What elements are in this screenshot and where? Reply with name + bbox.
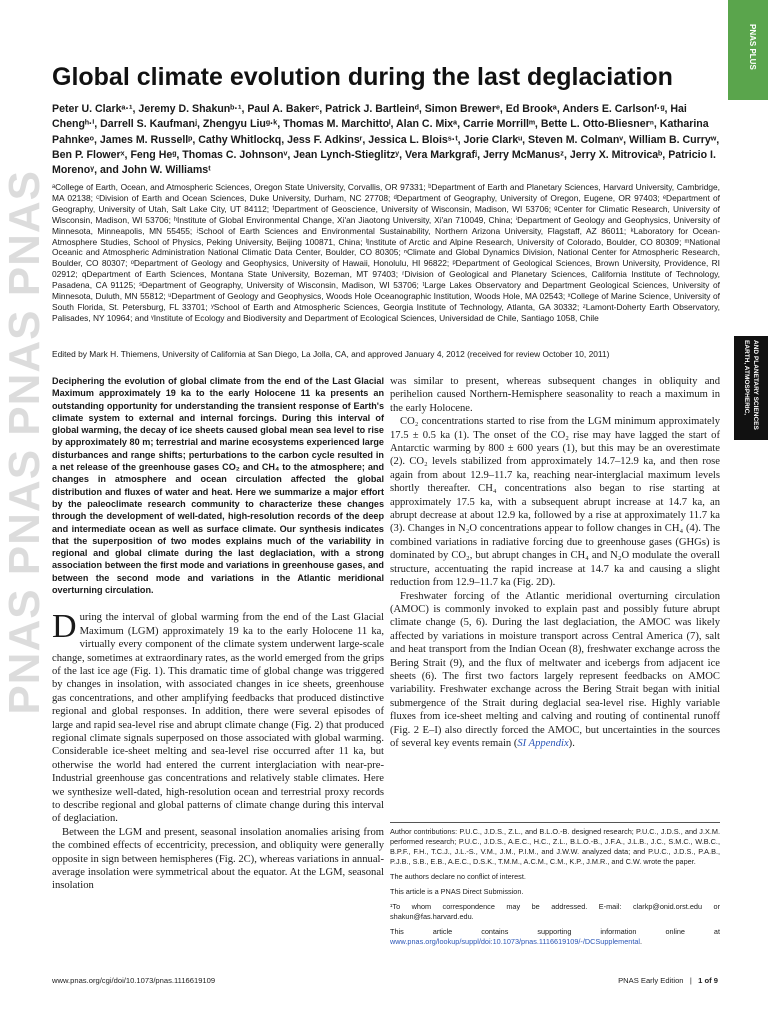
footer-page-number: 1 of 9: [698, 976, 718, 985]
right-column: [390, 375, 720, 750]
footer-page-info: PNAS Early Edition | 1 of 9: [618, 976, 718, 985]
left-column: [52, 375, 384, 893]
intro-body: [52, 608, 384, 893]
supporting-info-link[interactable]: www.pnas.org/lookup/suppl/doi:10.1073/pnas.1116619109/-/DCSupplemental: [390, 937, 641, 946]
section-tab: [734, 336, 768, 440]
pnas-plus-label: PNAS PLUS: [748, 24, 757, 70]
intro-paragraph-1: During the interval of global warming from the end of the Last Glacial Maximum (LGM) approximately 19 ka to the early Holocene 11 ka, virtually every component of the climate system underwent large-scale change, sometimes at extraordinary rates, as the world emerged from the grips of the last ice age (Fig. 1). This dramatic time of global change was triggered by changes in insolation, with associated changes in ice sheets, greenhouse gas concentrations, and other amplifying feedbacks that produced distinctive regional and global responses. In addition, there were several episodes of large and rapid sea-level rise and abrupt climate change (Fig. 2) that produced regional climate signals superposed on those associated with global warming. Considerable ice-sheet melting and sea-level rise occurred after 11 ka, but otherwise the world had entered the current interglaciation with near-pre-Industrial greenhouse gas concentrations and relatively stable climates. Here we synthesize well-dated, high-resolution ocean and terrestrial proxy records to describe regional and global patterns of climate change during this interval of deglaciation.: [52, 608, 384, 825]
article-title: Global climate evolution during the last deglaciation: [52, 63, 673, 91]
correspondence: ¹To whom correspondence may be addressed. E-mail: clarkp@onid.orst.edu or shakun@fas.harvard.edu.: [390, 902, 720, 921]
section-tab-line2: AND PLANETARY SCIENCES: [752, 340, 759, 430]
body-paragraph-3: Freshwater forcing of the Atlantic meridional overturning circulation (AMOC) is commonly invoked to explain past and possibly future abrupt climate change (5, 6). During the last deglaciation, the AMOC was likely affected by variations in moisture transport across Central America (7), salt and heat transport from the Indian Ocean (8), freshwater exchange across the Bering Strait (9), and the flux of meltwater and icebergs from adjacent ice sheets (6). The first two factors largely represent feedbacks on AMOC variability. Freshwater exchange across the Bering Strait began with initial submergence of the Strait during deglacial sea-level rise. Highly variable fluxes from ice-sheet melting and calving and routing of continental runoff (Fig. 2 E–I) also directly forced the AMOC, but uncertainties in the sources of several key events remain (SI Appendix).: [390, 590, 720, 749]
edited-by: Edited by Mark H. Thiemens, University of California at San Diego, La Jolla, CA, and approved January 4, 2012 (received for review October 10, 2011): [52, 349, 610, 359]
body-paragraph-1: was similar to present, whereas subsequent changes in obliquity and perihelion caused Northern-Hemisphere seasonality to reach a maximum in the early Holocene.: [390, 376, 720, 414]
intro-paragraph-2: Between the LGM and present, seasonal insolation anomalies arising from the combined effects of eccentricity, precession, and obliquity were generally opposite in sign between hemispheres (Fig. 2C), whereas variations in annual-average insolation were symmetrical about the equator. At the LGM, seasonal insolation: [52, 826, 384, 892]
footer-doi[interactable]: www.pnas.org/cgi/doi/10.1073/pnas.1116619109: [52, 976, 216, 985]
conflict-statement: The authors declare no conflict of interest.: [390, 872, 526, 881]
section-tab-line1: EARTH, ATMOSPHERIC,: [743, 340, 750, 416]
author-contributions: Author contributions: P.U.C., J.D.S., Z.L., and B.L.O.-B. designed research; P.U.C., J.D.S., and J.X.M. performed research; P.U.C., J.D.S., A.E.C., H.C., Z.L., B.L.O.-B., J.F.A., J.L.B., J.C., S.M.C., W.B.C., B.P.F., F.H., T.C.J., J.L.-S., V.M., J.M., P.I.M., and J.W.W. analyzed data; and P.U.C., J.D.S., P.A.B., P.J.B., S.B., E.B., A.E.C., D.S.K., T.M.M., A.C.M., C.M., K.P., J.M.R., and C.W. wrote the paper.: [390, 827, 720, 866]
author-list: Peter U. Clarkᵃ·¹, Jeremy D. Shakunᵇ·¹, Paul A. Bakerᶜ, Patrick J. Bartleinᵈ, Simon Brewerᵉ, Ed Brookᵃ, Anders E. Carlsonᶠ·ᵍ, Hai Chengʰ·ⁱ, Darrell S. Kaufmanʲ, Zhengyu Liuᵍ·ᵏ, Thomas M. Marchittoˡ, Alan C. Mixᵃ, Carrie Morrillᵐ, Bette L. Otto-Bliesnerⁿ, Katharina Pahnkeᵒ, James M. Russellᵖ, Cathy Whitlockq, Jess F. Adkinsʳ, Jessica L. Bloisˢ·ᵗ, Jorie Clarkᵘ, Steven M. Colmanᵛ, William B. Curryʷ, Ben P. Flowerˣ, Feng Heᵍ, Thomas C. Johnsonᵛ, Jean Lynch-Stieglitzʸ, Vera Markgrafʲ, Jerry McManusᶻ, Jerry X. Mitrovicaᵇ, Patricio I. Morenoᵞ, and John W. Williamsᵗ: [52, 103, 720, 177]
direct-submission: This article is a PNAS Direct Submission.: [390, 887, 524, 896]
article-notes: [390, 822, 720, 952]
pnas-plus-tab: [728, 0, 768, 100]
abstract: Deciphering the evolution of global climate from the end of the Last Glacial Maximum approximately 19 ka to the early Holocene 11 ka presents an outstanding opportunity for understanding the transient response of Earth's climate system to external and internal forcings. During this interval of global warming, the decay of ice sheets caused global mean sea level to rise by approximately 80 m; terrestrial and marine ecosystems experienced large disturbances and range shifts; perturbations to the carbon cycle resulted in a net release of the greenhouse gases CO₂ and CH₄ to the atmosphere; and changes in atmosphere and ocean circulation affected the global distribution and fluxes of water and heat. Here we summarize a major effort by the paleoclimate research community to characterize these changes through the development of well-dated, high-resolution records of the deep and intermediate ocean as well as surface climate. Our synthesis indicates that the superposition of two modes explains much of the variability in regional and global climate during the last deglaciation, with a strong association between the first mode and variations in greenhouse gases, and between the second mode and variations in the Atlantic meridional overturning circulation.: [52, 376, 384, 596]
footer-edition: PNAS Early Edition: [618, 976, 684, 985]
supporting-info: This article contains supporting information online at www.pnas.org/lookup/suppl/doi:10.1073/pnas.1116619109/-/DCSupplemental.: [390, 927, 720, 946]
body-paragraph-2: CO₂ concentrations started to rise from the LGM minimum approximately 17.5 ± 0.5 ka (1). The onset of the CO₂ rise may have lagged the start of Antarctic warming by 800 ± 600 years (1), but this may be an overestimate (2). CO₂ levels stabilized from approximately 14.7–12.9 ka, and then rose again from about 12.9–11.7 ka, reaching near-interglacial maximum levels shortly thereafter. CH₄ concentrations also began to rise starting at approximately 17.5 ka, with a subsequent abrupt increase at 14.7 ka, an abrupt decrease at about 12.9 ka, followed by a rise at approximately 11.7 ka (3). Changes in N₂O concentrations appear to follow changes in CH₄ (4). The combined variations in radiative forcing due to greenhouse gases (GHGs) is dominated by CO₂, but abrupt changes in CH₄ and N₂O modulate the overall structure, accentuating the rapid increase at 14.7 ka and causing a slight reduction from 12.9–11.7 ka (Fig. 2D).: [390, 416, 720, 589]
drop-cap: D: [52, 608, 77, 646]
affiliations: ᵃCollege of Earth, Ocean, and Atmospheric Sciences, Oregon State University, Corvallis, OR 97331; ᵇDepartment of Earth and Planetary Sciences, Harvard University, Cambridge, MA 02138; ᶜDivision of Earth and Ocean Sciences, Duke University, Durham, NC 27708; ᵈDepartment of Geography, University of Oregon, Eugene, OR 97403; ᵉDepartment of Geography, University of Utah, Salt Lake City, UT 84112; ᶠDepartment of Geoscience, University of Wisconsin, Madison, WI 53706; ᵍCenter for Climatic Research, University of Wisconsin, Madison, WI 53706; ʰInstitute of Global Environmental Change, Xi'an Jiaotong University, Xi'an 710049, China; ⁱDepartment of Geology and Geophysics, University of Minnesota, Minneapolis, MN 55455; ʲSchool of Earth Sciences and Environmental Sustainability, Northern Arizona University, Flagstaff, AZ 86011; ᵏLaboratory for Ocean-Atmosphere Studies, School of Physics, Peking University, Beijing 100871, China; ˡInstitute of Arctic and Alpine Research, University of Colorado, Boulder, CO 80309; ᵐNational Oceanic and Atmospheric Administration National Climatic Data Center, Boulder, CO 80305; ⁿClimate and Global Dynamics Division, National Center for Atmospheric Research, Boulder, CO 80307; ᵒDepartment of Geology and Geophysics, University of Hawaii, Honolulu, HI 96822; ᵖDepartment of Geological Sciences, Brown University, Providence, RI 02912; qDepartment of Earth Sciences, Montana State University, Bozeman, MT 97403; ʳDivision of Geological and Planetary Sciences, California Institute of Technology, Pasadena, CA 91125; ˢDepartment of Geography, University of Wisconsin, Madison, WI 53706; ᵗLarge Lakes Observatory and Department Geological Sciences, University of Minnesota, Duluth, MN 55812; ᵘDepartment of Geology and Geophysics, Woods Hole Oceanographic Institution, Woods Hole, MA 02543; ˣCollege of Marine Science, University of South Florida, St. Petersburg, FL 33701; ʸSchool of Earth and Atmospheric Sciences, Georgia Institute of Technology, Atlanta, GA 30332; ᶻLamont-Doherty Earth Observatory, Palisades, NY 10964; and ᵞInstitute of Ecology and Biodiversity and Department of Ecological Sciences, Universidad de Chile, Santiago 1058, Chile: [52, 182, 720, 323]
si-appendix-link[interactable]: SI Appendix: [517, 737, 569, 749]
pnas-watermark: PNAS PNAS PNAS PNAS: [0, 170, 49, 715]
